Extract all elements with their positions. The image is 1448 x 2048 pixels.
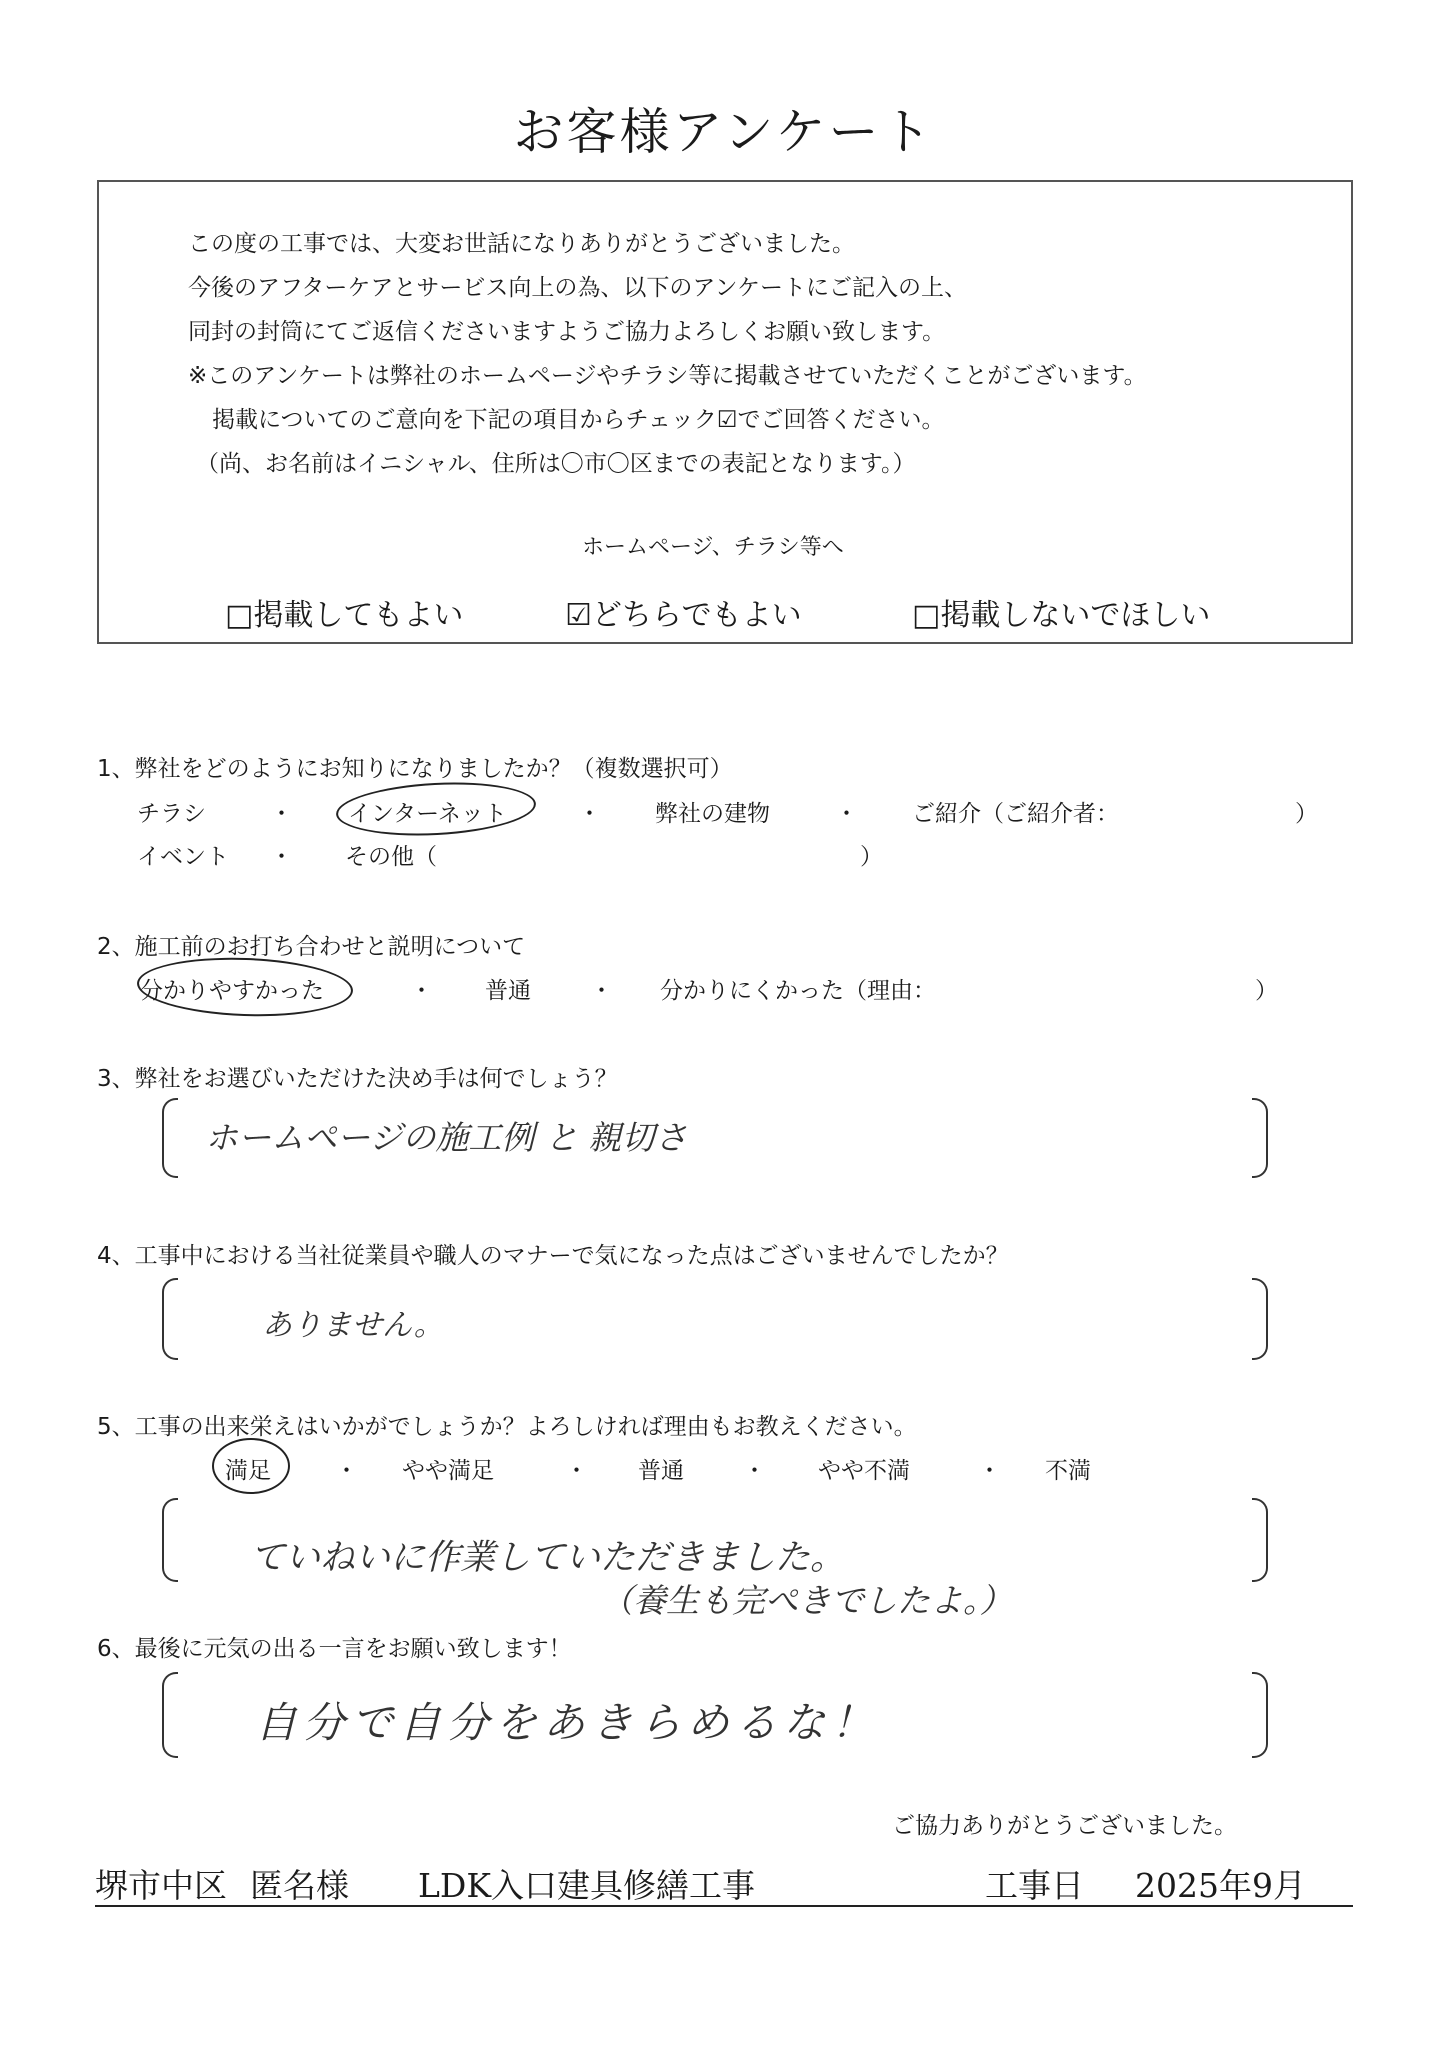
q1-option-other: その他（	[345, 844, 437, 870]
footer-work: LDK入口建具修繕工事	[418, 1866, 756, 1905]
answer-bracket-left	[162, 1498, 178, 1582]
q1-separator: ・	[578, 801, 601, 827]
publish-heading: ホームページ、チラシ等へ	[582, 535, 844, 560]
q1-referral-close: ）	[1295, 801, 1318, 827]
question-4: 4、工事中における当社従業員や職人のマナーで気になった点はございませんでしたか？	[97, 1243, 1009, 1269]
q2-separator: ・	[590, 978, 613, 1004]
question-6: 6、最後に元気の出る一言をお願い致します！	[97, 1636, 572, 1662]
q5-separator: ・	[565, 1458, 588, 1484]
q1-option-internet: インターネット	[348, 801, 507, 827]
q5-separator: ・	[335, 1458, 358, 1484]
q5-separator: ・	[978, 1458, 1001, 1484]
publish-option-either[interactable]: ☑どちらでもよい	[565, 598, 802, 633]
q2-reason-close: ）	[1255, 978, 1278, 1004]
q5-answer-line-2: （養生も完ぺきでしたよ。）	[600, 1581, 1013, 1620]
q1-other-close: ）	[860, 844, 883, 870]
q5-option-somewhat-dissatisfied: やや不満	[818, 1458, 910, 1484]
q1-separator: ・	[270, 844, 293, 870]
thanks-message: ご協力ありがとうございました。	[892, 1813, 1237, 1839]
q6-answer: 自分で自分をあきらめるな！	[255, 1698, 880, 1747]
answer-bracket-right	[1252, 1672, 1268, 1758]
footer-location: 堺市中区	[95, 1866, 227, 1905]
answer-bracket-right	[1252, 1498, 1268, 1582]
q4-answer: ありません。	[262, 1308, 444, 1343]
publish-option-no[interactable]: □掲載しないでほしい	[912, 598, 1211, 633]
intro-line-5: 掲載についてのご意向を下記の項目からチェック☑でご回答ください。	[212, 407, 945, 433]
q1-separator: ・	[270, 801, 293, 827]
q5-answer-line-1: ていねいに作業していただきました。	[250, 1538, 846, 1578]
q3-answer: ホームページの施工例 と 親切さ	[205, 1118, 688, 1157]
q1-option-referral: ご紹介（ご紹介者：	[912, 801, 1119, 827]
footer-date-label: 工事日	[985, 1866, 1084, 1905]
q2-separator: ・	[410, 978, 433, 1004]
intro-line-1: この度の工事では、大変お世話になりありがとうございました。	[188, 231, 855, 257]
q5-option-satisfied: 満足	[225, 1458, 271, 1484]
q1-option-flyer: チラシ	[137, 801, 206, 827]
answer-bracket-left	[162, 1278, 178, 1360]
answer-bracket-left	[162, 1672, 178, 1758]
q5-option-normal: 普通	[638, 1458, 684, 1484]
intro-line-3: 同封の封筒にてご返信くださいますようご協力よろしくお願い致します。	[188, 319, 946, 345]
q1-option-event: イベント	[137, 844, 229, 870]
question-5: 5、工事の出来栄えはいかがでしょうか？よろしければ理由もお教えください。	[97, 1414, 917, 1440]
q1-option-building: 弊社の建物	[655, 801, 770, 827]
question-2: 2、施工前のお打ち合わせと説明について	[97, 934, 526, 960]
question-3: 3、弊社をお選びいただけた決め手は何でしょう？	[97, 1066, 618, 1092]
footer-name: 匿名様	[250, 1866, 349, 1905]
page-title: お客様アンケート	[513, 103, 935, 161]
q2-option-clear: 分かりやすかった	[140, 978, 324, 1004]
q2-option-unclear: 分かりにくかった（理由：	[660, 978, 936, 1004]
intro-line-4: ※このアンケートは弊社のホームページやチラシ等に掲載させていただくことがございます。	[188, 363, 1147, 389]
answer-bracket-right	[1252, 1278, 1268, 1360]
q1-separator: ・	[835, 801, 858, 827]
answer-bracket-right	[1252, 1098, 1268, 1178]
question-1: 1、弊社をどのようにお知りになりましたか？（複数選択可）	[97, 756, 733, 782]
q5-option-dissatisfied: 不満	[1045, 1458, 1091, 1484]
selection-circle	[136, 954, 354, 1020]
intro-line-6: （尚、お名前はイニシャル、住所は〇市〇区までの表記となります。）	[196, 451, 916, 477]
q5-option-somewhat-satisfied: やや満足	[402, 1458, 494, 1484]
selection-circle	[212, 1438, 290, 1494]
footer-date: 2025年9月	[1135, 1866, 1306, 1905]
selection-circle	[335, 778, 537, 840]
q2-option-normal: 普通	[485, 978, 531, 1004]
footer-underline	[95, 1905, 1353, 1907]
answer-bracket-left	[162, 1098, 178, 1178]
intro-line-2: 今後のアフターケアとサービス向上の為、以下のアンケートにご記入の上、	[188, 275, 968, 301]
publish-option-ok[interactable]: □掲載してもよい	[225, 598, 464, 633]
q5-separator: ・	[743, 1458, 766, 1484]
